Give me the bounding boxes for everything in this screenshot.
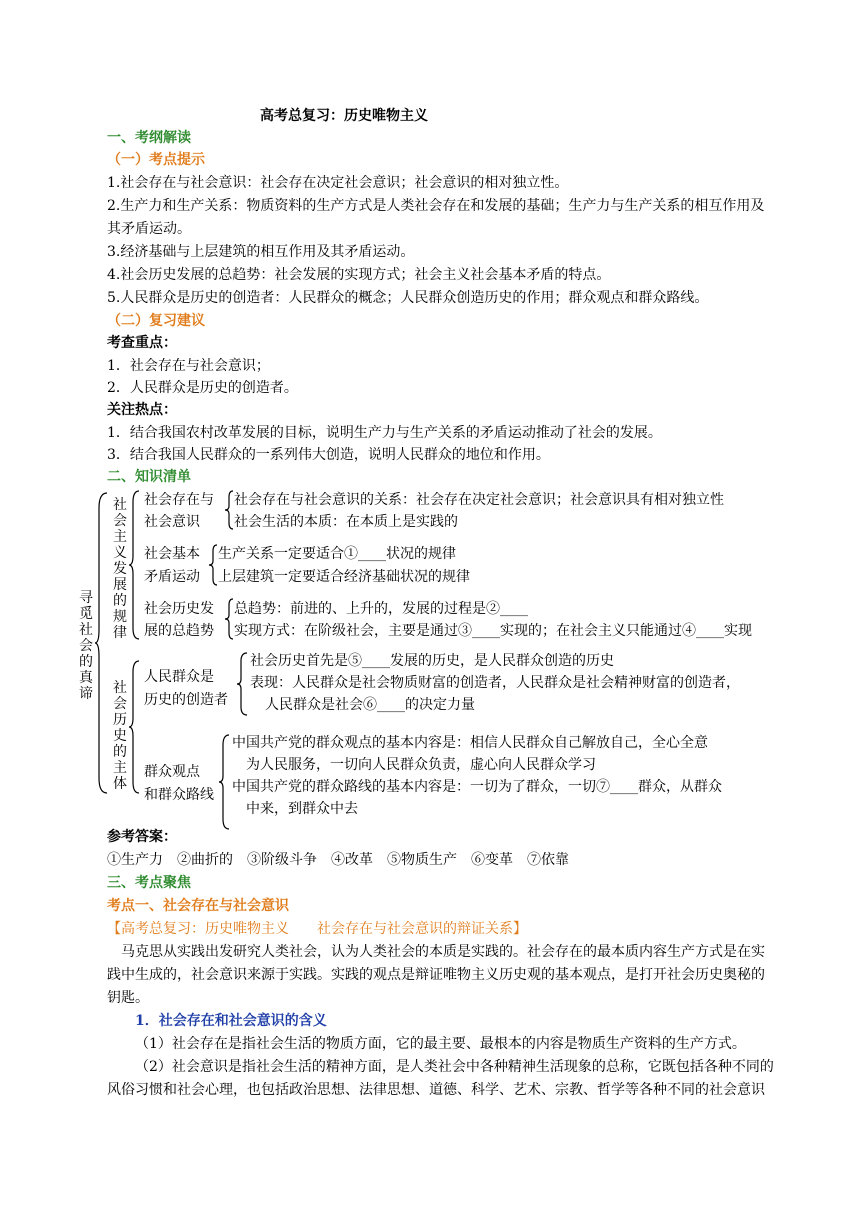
node-3-line-1: 总趋势：前进的、上升的，发展的过程是②____ — [234, 601, 528, 617]
paragraph-1-line-3: 钥匙。 — [107, 990, 149, 1006]
paragraph-1-line-2: 践中生成的，社会意识来源于实践。实践的观点是辩证唯物主义历史观的基本观点，是打开社会历史奥秘的 — [107, 967, 765, 983]
paragraph-b-line-2: 风俗习惯和社会心理，也包括政治思想、法律思想、道德、科学、艺术、宗教、哲学等各种不同的社会意识 — [107, 1082, 765, 1098]
node-5-line-4: 中来，到群众中去 — [246, 801, 358, 817]
point-4: 4.社会历史发展的总趋势：社会发展的实现方式；社会主义社会基本矛盾的特点。 — [107, 267, 611, 283]
node-1-line-1: 社会存在与社会意识的关系：社会存在决定社会意识；社会意识具有相对独立性 — [234, 492, 724, 508]
hot-heading: 关注热点： — [107, 402, 177, 418]
point-2-cont: 其矛盾运动。 — [107, 221, 191, 237]
node-2-label-b: 矛盾运动 — [144, 569, 200, 585]
hot-item-1: 1．结合我国农村改革发展的目标，说明生产力与生产关系的矛盾运动推动了社会的发展。 — [107, 425, 662, 441]
node-3-label-b: 展的总趋势 — [144, 623, 214, 639]
node-5-brace — [218, 734, 230, 830]
section-heading-2: 二、知识清单 — [107, 469, 191, 485]
paragraph-1-line-1: 马克思从实践出发研究人类社会，认为人类社会的本质是实践的。社会存在的最本质内容生产方式是在实 — [121, 944, 765, 960]
branch-1-label: 社会主义发展的规律 — [113, 497, 127, 641]
node-2-label-a: 社会基本 — [144, 546, 200, 562]
focus-heading: 考查重点： — [107, 335, 177, 351]
focus-item-2: 2．人民群众是历史的创造者。 — [107, 380, 298, 396]
node-2-line-2: 上层建筑一定要适合经济基础状况的规律 — [218, 569, 470, 585]
branch-2-brace — [128, 660, 140, 794]
subsection-heading-1: （一）考点提示 — [107, 152, 205, 168]
answers-list: ①生产力 ②曲折的 ③阶级斗争 ④改革 ⑤物质生产 ⑥变革 ⑦依靠 — [107, 852, 569, 868]
node-4-line-1: 社会历史首先是⑤____发展的历史，是人民群众创造的历史 — [250, 653, 614, 669]
node-1-label-b: 社会意识 — [144, 514, 200, 530]
node-2-brace — [208, 544, 218, 586]
point-5: 5.人民群众是历史的创造者：人民群众的概念；人民群众创造历史的作用；群众观点和群众路线。 — [107, 290, 709, 306]
node-2-line-1: 生产关系一定要适合①____状况的规律 — [218, 546, 456, 562]
branch-1-brace — [128, 490, 140, 640]
node-3-brace — [224, 598, 234, 640]
node-4-label-b: 历史的创造者 — [144, 692, 228, 708]
tree-root-brace — [94, 492, 108, 794]
subsection-heading-2: （二）复习建议 — [107, 313, 205, 329]
point-2: 2.生产力和生产关系：物质资料的生产方式是人类社会存在和发展的基础；生产力与生产关系的相互作用及 — [107, 198, 765, 214]
tree-root-label: 寻觅社会的真谛 — [79, 590, 93, 702]
answers-heading: 参考答案： — [107, 829, 177, 845]
point-3: 3.经济基础与上层建筑的相互作用及其矛盾运动。 — [107, 244, 415, 260]
hot-item-2: 3．结合我国人民群众的一系列伟大创造，说明人民群众的地位和作用。 — [107, 447, 550, 463]
node-4-line-3: 人民群众是社会⑥____的决定力量 — [265, 697, 475, 713]
node-5-label-a: 群众观点 — [144, 764, 200, 780]
node-4-label-a: 人民群众是 — [144, 669, 214, 685]
topic-heading-1: 考点一、社会存在与社会意识 — [107, 898, 289, 914]
section-heading-1: 一、考纲解读 — [107, 130, 191, 146]
node-1-brace — [224, 490, 234, 530]
node-5-line-2: 为人民服务，一切向人民群众负责，虚心向人民群众学习 — [246, 757, 596, 773]
node-1-label-a: 社会存在与 — [144, 492, 214, 508]
section-heading-3: 三、考点聚焦 — [107, 875, 191, 891]
node-3-line-2: 实现方式：在阶级社会，主要是通过③____实现的；在社会主义只能通过④____实现 — [234, 623, 752, 639]
paragraph-b-line-1: （2）社会意识是指社会生活的精神方面，是人类社会中各种精神生活现象的总称，它既包括各种不同的 — [135, 1059, 774, 1075]
page-title: 高考总复习：历史唯物主义 — [260, 108, 428, 124]
branch-2-label: 社会历史的主体 — [113, 680, 127, 792]
node-4-line-2: 表现：人民群众是社会物质财富的创造者，人民群众是社会精神财富的创造者， — [250, 675, 740, 691]
node-1-line-2: 社会生活的本质：在本质上是实践的 — [234, 514, 458, 530]
paragraph-a: （1）社会存在是指社会生活的物质方面，它的最主要、最根本的内容是物质生产资料的生产方式。 — [135, 1036, 746, 1052]
subheading-1: 1．社会存在和社会意识的含义 — [135, 1013, 327, 1029]
node-5-line-1: 中国共产党的群众观点的基本内容是：相信人民群众自己解放自己，全心全意 — [232, 735, 708, 751]
focus-item-1: 1．社会存在与社会意识； — [107, 358, 270, 374]
point-1: 1.社会存在与社会意识：社会存在决定社会意识；社会意识的相对独立性。 — [107, 175, 569, 191]
video-link[interactable]: 【高考总复习：历史唯物主义 社会存在与社会意识的辩证关系】 — [107, 921, 527, 937]
node-5-line-3: 中国共产党的群众路线的基本内容是：一切为了群众，一切⑦____群众，从群众 — [232, 779, 722, 795]
node-3-label-a: 社会历史发 — [144, 601, 214, 617]
node-4-brace — [236, 652, 248, 716]
node-5-label-b: 和群众路线 — [144, 787, 214, 803]
